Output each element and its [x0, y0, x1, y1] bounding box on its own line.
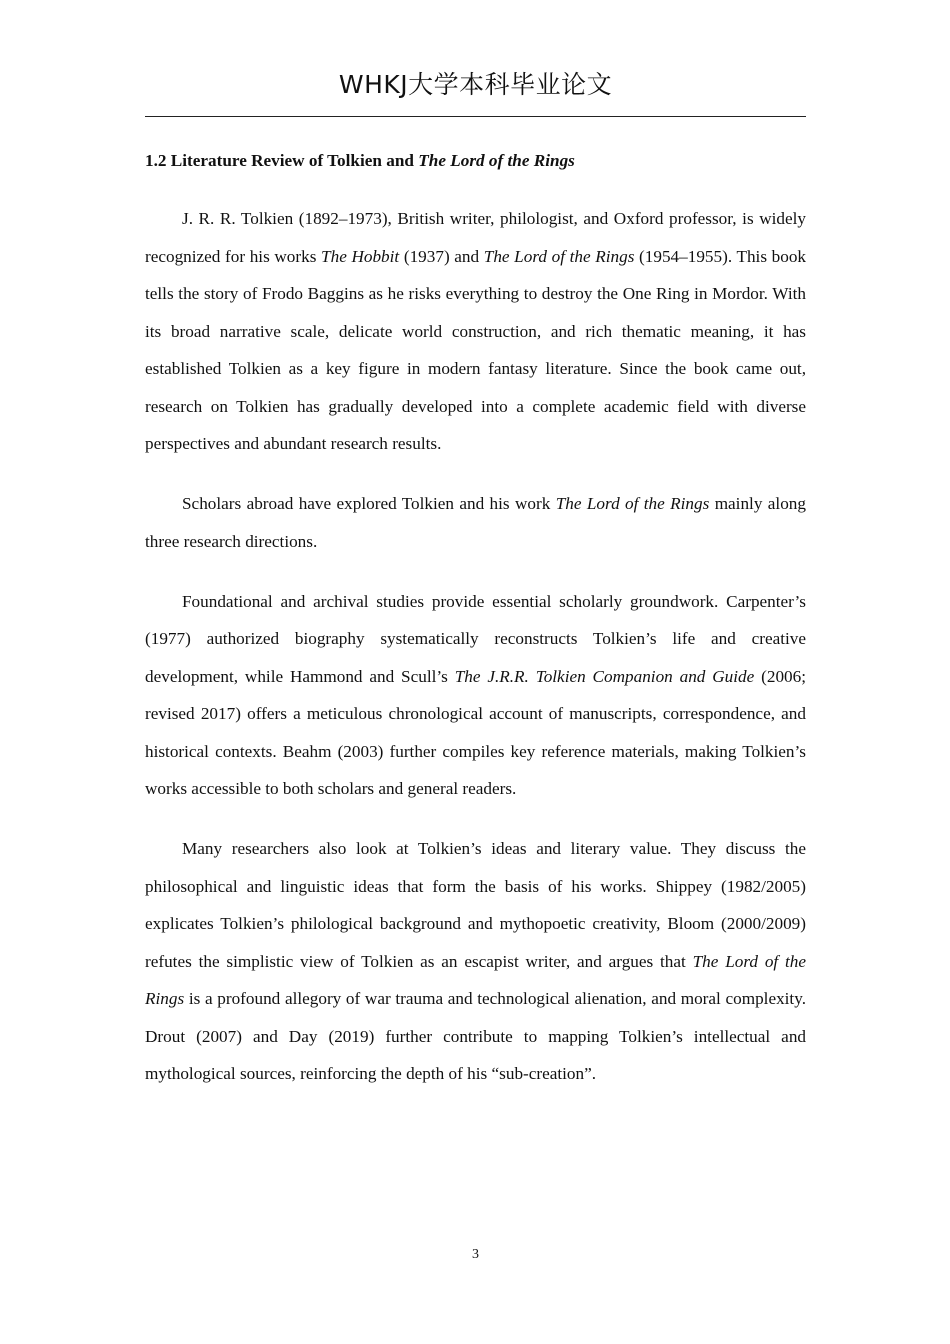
- paragraph-3-italic-1: The J.R.R. Tolkien Companion and Guide: [454, 666, 755, 686]
- paragraph-1-italic-2: The Lord of the Rings: [483, 246, 635, 266]
- paragraph-2-text-2: mainly along three research directions.: [145, 494, 806, 551]
- section-heading: [145, 144, 806, 178]
- running-header: WHKJ大学本科毕业论文: [338, 70, 613, 99]
- section-heading-italic: The Lord of the Rings: [418, 151, 575, 170]
- paragraph-1: [145, 200, 806, 463]
- section-heading-text: 1.2 Literature Review of Tolkien and: [145, 151, 419, 170]
- paragraph-3-text-1: Foundational and archival studies provide essential scholarly groundwork. Carpenter’s (1977) authorized biography systematically reconstructs Tolkien’s life and creative development, while Hammond and Scull’s: [145, 591, 806, 686]
- paragraph-4-text-1: Many researchers also look at Tolkien’s ideas and literary value. They discuss the philosophical and linguistic ideas that form the basis of his works. Shippey (1982/2005) explicates Tolkien’s philological background and mythopoetic creativity, Bloom (2000/2009) refutes the simplistic view of Tolkien as an escapist writer, and argues that: [145, 839, 806, 971]
- paragraph-2: [145, 485, 806, 560]
- paragraph-4-italic-1: The Lord of the Rings: [145, 951, 806, 1008]
- paragraph-2-italic-1: The Lord of the Rings: [555, 494, 710, 513]
- paragraph-4-text-2: is a profound allegory of war trauma and technological alienation, and moral complexity. Drout (2007) and Day (2019) further contribute to mapping Tolkien’s intellectual and mythological sources, reinforcing the depth of his “sub-creation”.: [145, 989, 806, 1083]
- paragraph-3-text-2: (2006; revised 2017) offers a meticulous chronological account of manuscripts, correspondence, and historical contexts. Beahm (2003) further compiles key reference materials, making Tolkien’s works accessible to both scholars and general readers.: [145, 666, 806, 798]
- paragraph-2-text-1: Scholars abroad have explored Tolkien and his work: [182, 494, 556, 513]
- header-divider: [145, 116, 806, 117]
- paragraph-3: [145, 583, 806, 808]
- paragraph-1-text-3: (1954–1955). This book tells the story of Frodo Baggins as he risks everything to destroy the One Ring in Mordor. With its broad narrative scale, delicate world construction, and rich thematic meaning, it has established Tolkien as a key figure in modern fantasy literature. Since the book came out, research on Tolkien has gradually developed into a complete academic field with diverse perspectives and abundant research results.: [145, 246, 807, 453]
- paragraph-1-text-1: J. R. R. Tolkien (1892–1973), British writer, philologist, and Oxford professor, is widely recognized for his works: [145, 209, 806, 266]
- paragraph-1-italic-1: The Hobbit: [321, 246, 400, 266]
- paragraph-1-text-2: (1937) and: [399, 246, 484, 266]
- page-number: 3: [472, 1247, 479, 1262]
- paragraph-4: [145, 830, 806, 1093]
- page-body: [145, 144, 806, 1115]
